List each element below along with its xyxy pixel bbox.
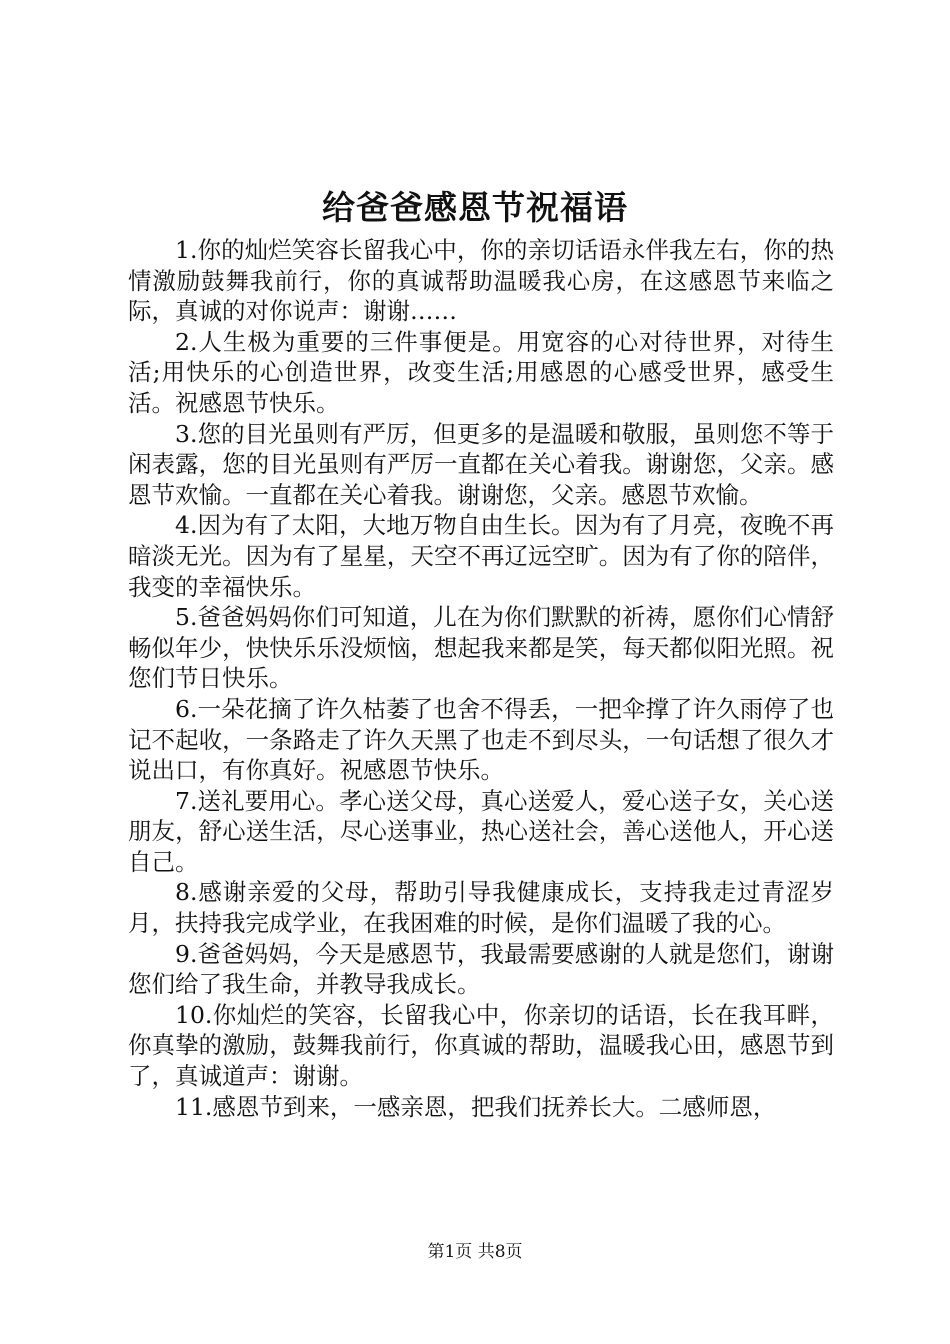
paragraph-11: 11.感恩节到来，一感亲恩，把我们抚养长大。二感师恩， xyxy=(175,1092,777,1121)
paragraph-4: 4.因为有了太阳，大地万物自由生长。因为有了月亮，夜晚不再暗淡无光。因为有了星星，天空不再辽远空旷。因为有了你的陪伴，我变的幸福快乐。 xyxy=(128,511,834,601)
paragraph-8: 8.感谢亲爱的父母，帮助引导我健康成长，支持我走过青涩岁月，扶持我完成学业，在我困难的时候，是你们温暖了我的心。 xyxy=(128,878,834,938)
document-title: 给爸爸感恩节祝福语 xyxy=(322,188,628,227)
paragraph-9: 9.爸爸妈妈，今天是感恩节，我最需要感谢的人就是您们，谢谢您们给了我生命，并教导我成长。 xyxy=(128,939,834,999)
paragraph-3: 3.您的目光虽则有严厉，但更多的是温暖和敬服，虽则您不等于闲表露，您的目光虽则有严厉一直都在关心着我。谢谢您，父亲。感恩节欢愉。一直都在关心着我。谢谢您，父亲。感恩节欢愉。 xyxy=(128,419,834,509)
page-number-footer: 第1页 共8页 xyxy=(427,1242,523,1262)
paragraph-2: 2.人生极为重要的三件事便是。用宽容的心对待世界，对待生活;用快乐的心创造世界，改变生活;用感恩的心感受世界，感受生活。祝感恩节快乐。 xyxy=(128,327,834,417)
paragraph-5: 5.爸爸妈妈你们可知道，儿在为你们默默的祈祷，愿你们心情舒畅似年少，快快乐乐没烦恼，想起我来都是笑，每天都似阳光照。祝您们节日快乐。 xyxy=(128,603,834,693)
paragraph-7: 7.送礼要用心。孝心送父母，真心送爱人，爱心送子女，关心送朋友，舒心送生活，尽心送事业，热心送社会，善心送他人，开心送自己。 xyxy=(128,786,834,876)
paragraph-10: 10.你灿烂的笑容，长留我心中，你亲切的话语，长在我耳畔，你真挚的激励，鼓舞我前行，你真诚的帮助，温暖我心田，感恩节到了，真诚道声：谢谢。 xyxy=(128,1000,834,1091)
paragraph-1: 1.你的灿烂笑容长留我心中，你的亲切话语永伴我左右，你的热情激励鼓舞我前行，你的真诚帮助温暖我心房，在这感恩节来临之际，真诚的对你说声：谢谢…… xyxy=(128,236,834,326)
paragraph-6: 6.一朵花摘了许久枯萎了也舍不得丢，一把伞撑了许久雨停了也记不起收，一条路走了许久天黑了也走不到尽头，一句话想了很久才说出口，有你真好。祝感恩节快乐。 xyxy=(128,694,834,785)
document-body xyxy=(128,235,834,1122)
